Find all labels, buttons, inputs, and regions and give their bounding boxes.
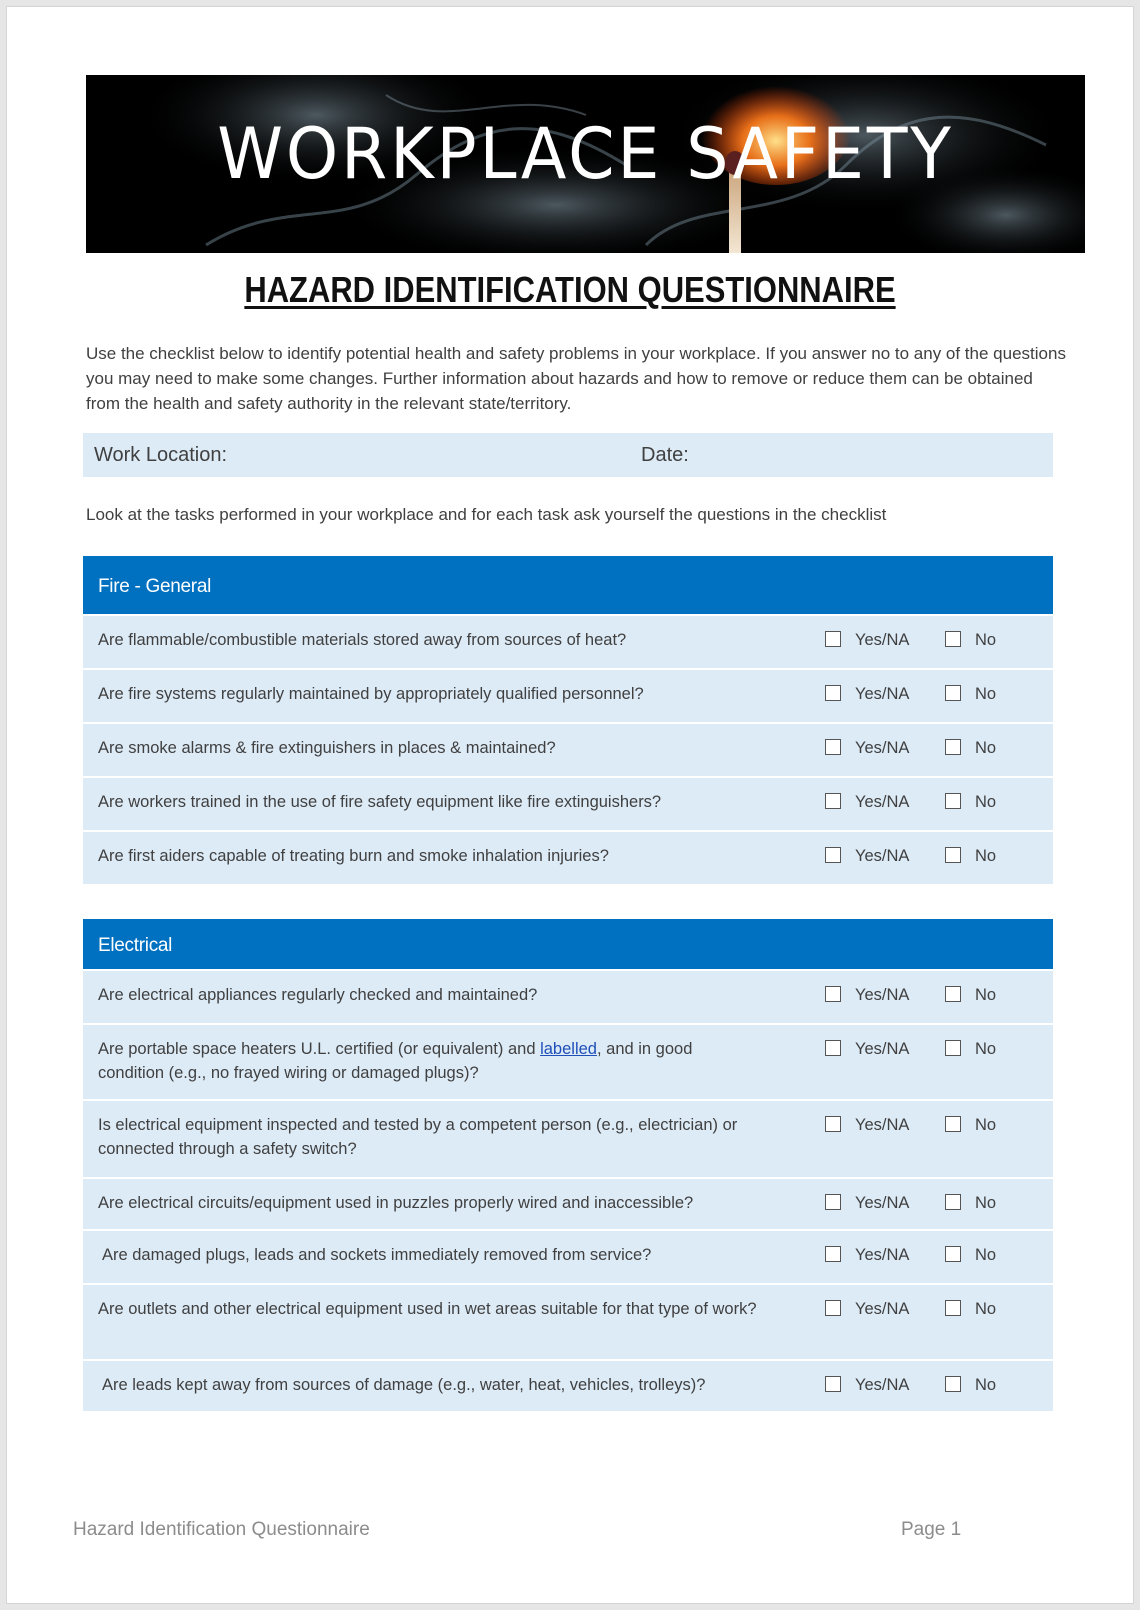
question-text: Are outlets and other electrical equipment used in wet areas suitable for that type of work? (98, 1300, 757, 1318)
workplace-safety-banner (86, 75, 1085, 253)
no-checkbox[interactable] (945, 793, 961, 809)
date-label: Date: (641, 444, 689, 466)
yes-label: Yes/NA (855, 847, 910, 865)
page-title: HAZARD IDENTIFICATION QUESTIONNAIRE (244, 269, 896, 310)
yes-checkbox[interactable] (825, 631, 841, 647)
yes-label: Yes/NA (855, 685, 910, 703)
yes-checkbox[interactable] (825, 1116, 841, 1132)
no-label: No (975, 1246, 997, 1264)
yes-label: Yes/NA (855, 1246, 910, 1264)
question-text: Are electrical circuits/equipment used in puzzles properly wired and inaccessible? (98, 1194, 694, 1212)
question-text: Are workers trained in the use of fire safety equipment like fire extinguishers? (98, 793, 662, 811)
question-row (83, 722, 1053, 776)
question-row (83, 1229, 1053, 1283)
question-text (98, 1037, 758, 1085)
section-electrical (83, 919, 1053, 1411)
yes-checkbox[interactable] (825, 739, 841, 755)
yes-label: Yes/NA (855, 739, 910, 757)
no-checkbox[interactable] (945, 847, 961, 863)
yes-label: Yes/NA (855, 1376, 910, 1394)
yes-checkbox[interactable] (825, 986, 841, 1002)
question-row (83, 614, 1053, 668)
yes-checkbox[interactable] (825, 1246, 841, 1262)
no-label: No (975, 685, 997, 703)
question-text: Are damaged plugs, leads and sockets immediately removed from service? (102, 1246, 652, 1264)
no-checkbox[interactable] (945, 1116, 961, 1132)
instructions-text: Look at the tasks performed in your workplace and for each task ask yourself the questions in the checklist (86, 505, 887, 524)
no-checkbox[interactable] (945, 739, 961, 755)
no-label: No (975, 986, 997, 1004)
yes-checkbox[interactable] (825, 793, 841, 809)
question-row (83, 1283, 1053, 1359)
no-checkbox[interactable] (945, 1376, 961, 1392)
question-text: Are first aiders capable of treating burn and smoke inhalation injuries? (98, 847, 609, 865)
question-row (83, 776, 1053, 830)
yes-checkbox[interactable] (825, 847, 841, 863)
labelled-link[interactable]: labelled (540, 1040, 597, 1058)
yes-checkbox[interactable] (825, 685, 841, 701)
question-text-start: Are portable space heaters U.L. certified (or equivalent) and (98, 1040, 541, 1058)
document-page (6, 6, 1134, 1604)
yes-label: Yes/NA (855, 1300, 910, 1318)
question-row (83, 969, 1053, 1023)
yes-label: Yes/NA (855, 1194, 910, 1212)
no-checkbox[interactable] (945, 986, 961, 1002)
section-fire-general (83, 556, 1053, 884)
yes-label: Yes/NA (855, 631, 910, 649)
question-row (83, 1023, 1053, 1099)
yes-checkbox[interactable] (825, 1194, 841, 1210)
section-header: Electrical (83, 919, 1053, 969)
work-location-label: Work Location: (94, 444, 228, 466)
question-text: Are electrical appliances regularly checked and maintained? (98, 986, 538, 1004)
yes-label: Yes/NA (855, 1116, 910, 1134)
yes-label: Yes/NA (855, 1040, 910, 1058)
no-label: No (975, 847, 997, 865)
no-label: No (975, 1194, 997, 1212)
no-label: No (975, 1116, 997, 1134)
no-checkbox[interactable] (945, 1246, 961, 1262)
no-checkbox[interactable] (945, 1040, 961, 1056)
no-label: No (975, 739, 997, 757)
no-label: No (975, 793, 997, 811)
intro-paragraph: Use the checklist below to identify potential health and safety problems in your workplace. If you answer no to any of the questions you may need to make some changes. Further information about hazards and how to remove or reduce them can be obtained from the health and safety authority in the relevant state/territory. (86, 344, 1066, 413)
no-label: No (975, 1376, 997, 1394)
question-row (83, 668, 1053, 722)
no-checkbox[interactable] (945, 631, 961, 647)
question-text: Are leads kept away from sources of damage (e.g., water, heat, vehicles, trolleys)? (102, 1376, 706, 1394)
question-text: Are smoke alarms & fire extinguishers in places & maintained? (98, 739, 556, 757)
banner-title: WORKPLACE SAFETY (217, 113, 954, 195)
question-text: Are flammable/combustible materials stored away from sources of heat? (98, 631, 627, 649)
no-label: No (975, 1300, 997, 1318)
yes-checkbox[interactable] (825, 1300, 841, 1316)
no-checkbox[interactable] (945, 1300, 961, 1316)
yes-checkbox[interactable] (825, 1040, 841, 1056)
yes-checkbox[interactable] (825, 1376, 841, 1392)
yes-label: Yes/NA (855, 793, 910, 811)
no-label: No (975, 1040, 997, 1058)
question-text: Are fire systems regularly maintained by appropriately qualified personnel? (98, 685, 644, 703)
question-row (83, 830, 1053, 884)
question-row (83, 1359, 1053, 1411)
section-header: Fire - General (83, 556, 1053, 614)
question-row (83, 1177, 1053, 1229)
location-date-bar (83, 433, 1053, 477)
no-checkbox[interactable] (945, 685, 961, 701)
question-text: Is electrical equipment inspected and tested by a competent person (e.g., electrician) or connected through a safety switch? (98, 1116, 738, 1158)
footer-page-number: Page 1 (901, 1519, 962, 1540)
question-text-end: , and in good condition (e.g., no frayed wiring or damaged plugs)? (98, 1040, 693, 1082)
no-label: No (975, 631, 997, 649)
question-row (83, 1099, 1053, 1177)
footer-document-name: Hazard Identification Questionnaire (73, 1519, 370, 1540)
yes-label: Yes/NA (855, 986, 910, 1004)
no-checkbox[interactable] (945, 1194, 961, 1210)
